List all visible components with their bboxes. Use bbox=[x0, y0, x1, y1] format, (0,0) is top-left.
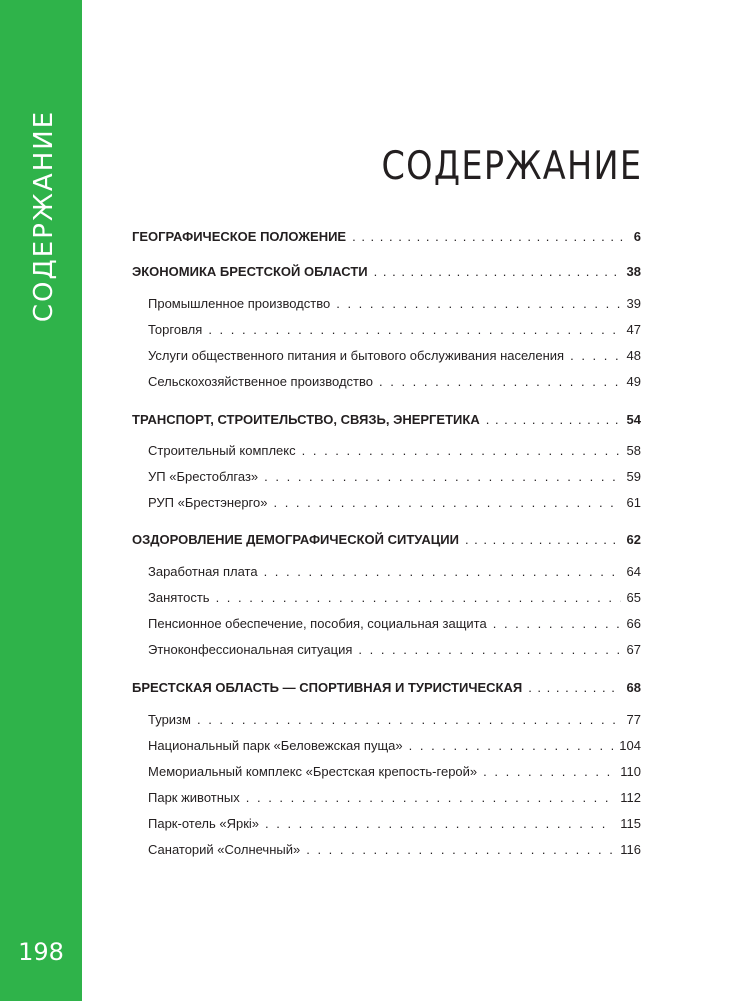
toc-entry-page: 77 bbox=[626, 712, 641, 727]
toc-entry-label: Туризм bbox=[148, 712, 191, 727]
toc-entry-page: 67 bbox=[626, 642, 641, 657]
toc-entry-page: 104 bbox=[619, 738, 641, 753]
toc-entry-minor[interactable] bbox=[148, 590, 641, 606]
dot-leader bbox=[197, 712, 621, 728]
toc-entry-page: 48 bbox=[626, 348, 641, 363]
toc-entry-label: Занятость bbox=[148, 590, 210, 605]
toc-entry-page: 65 bbox=[626, 590, 641, 605]
toc-entry-label: БРЕСТСКАЯ ОБЛАСТЬ — СПОРТИВНАЯ И ТУРИСТИЧЕСКАЯ bbox=[132, 680, 523, 695]
toc-entry-major[interactable] bbox=[132, 264, 641, 280]
dot-leader bbox=[528, 680, 620, 696]
dot-leader bbox=[216, 590, 621, 606]
toc-entry-minor[interactable] bbox=[148, 712, 641, 728]
toc-entry-page: 116 bbox=[620, 842, 641, 857]
toc-entry-minor[interactable] bbox=[148, 764, 641, 780]
sidebar-section-title: СОДЕРЖАНИЕ bbox=[29, 109, 59, 323]
toc-entry-page: 58 bbox=[626, 443, 641, 458]
toc-entry-label: Промышленное производство bbox=[148, 296, 331, 311]
toc-entry-page: 66 bbox=[626, 616, 641, 631]
toc-entry-page: 38 bbox=[626, 264, 641, 279]
toc-entry-page: 68 bbox=[626, 680, 641, 695]
toc-entry-page: 62 bbox=[626, 532, 641, 547]
toc-entry-page: 54 bbox=[626, 412, 641, 427]
toc-entry-label: Парк-отель «Яркі» bbox=[148, 816, 259, 831]
sidebar-strip bbox=[0, 0, 82, 1001]
toc-entry-label: ЭКОНОМИКА БРЕСТСКОЙ ОБЛАСТИ bbox=[132, 264, 368, 279]
toc-entry-page: 64 bbox=[626, 564, 641, 579]
toc-entry-page: 115 bbox=[620, 816, 641, 831]
dot-leader bbox=[208, 322, 620, 338]
page-number: 198 bbox=[18, 938, 64, 966]
dot-leader bbox=[264, 469, 620, 485]
toc-entry-label: Санаторий «Солнечный» bbox=[148, 842, 301, 857]
toc-entry-major[interactable] bbox=[132, 229, 641, 245]
toc-entry-page: 6 bbox=[633, 229, 641, 244]
dot-leader bbox=[465, 532, 621, 548]
toc-entry-minor[interactable] bbox=[148, 816, 641, 832]
table-of-contents bbox=[132, 0, 641, 1001]
toc-entry-label: Парк животных bbox=[148, 790, 240, 805]
toc-entry-label: Услуги общественного питания и бытового обслуживания населения bbox=[148, 348, 565, 363]
dot-leader bbox=[493, 616, 621, 632]
toc-entry-major[interactable] bbox=[132, 532, 641, 548]
toc-entry-label: ГЕОГРАФИЧЕСКОЕ ПОЛОЖЕНИЕ bbox=[132, 229, 347, 244]
dot-leader bbox=[336, 296, 620, 312]
toc-entry-label: ТРАНСПОРТ, СТРОИТЕЛЬСТВО, СВЯЗЬ, ЭНЕРГЕТИКА bbox=[132, 412, 480, 427]
toc-entry-label: Этноконфессиональная ситуация bbox=[148, 642, 353, 657]
toc-entry-minor[interactable] bbox=[148, 790, 641, 806]
toc-entry-minor[interactable] bbox=[148, 564, 641, 580]
toc-entry-minor[interactable] bbox=[148, 842, 641, 858]
toc-entry-label: Национальный парк «Беловежская пуща» bbox=[148, 738, 403, 753]
toc-entry-label: Мемориальный комплекс «Брестская крепость-герой» bbox=[148, 764, 478, 779]
toc-entry-page: 47 bbox=[626, 322, 641, 337]
dot-leader bbox=[379, 374, 621, 390]
toc-entry-page: 49 bbox=[626, 374, 641, 389]
toc-entry-minor[interactable] bbox=[148, 642, 641, 658]
toc-entry-page: 112 bbox=[620, 790, 641, 805]
toc-entry-minor[interactable] bbox=[148, 469, 641, 485]
dot-leader bbox=[306, 842, 614, 858]
toc-entry-major[interactable] bbox=[132, 680, 641, 696]
page-title: СОДЕРЖАНИЕ bbox=[381, 144, 642, 189]
dot-leader bbox=[486, 412, 621, 428]
toc-entry-page: 61 bbox=[626, 495, 641, 510]
dot-leader bbox=[409, 738, 614, 754]
toc-entry-minor[interactable] bbox=[148, 738, 641, 754]
toc-entry-minor[interactable] bbox=[148, 495, 641, 511]
dot-leader bbox=[302, 443, 621, 459]
toc-entry-label: УП «Брестоблгаз» bbox=[148, 469, 259, 484]
toc-entry-minor[interactable] bbox=[148, 616, 641, 632]
dot-leader bbox=[352, 229, 628, 245]
dot-leader bbox=[246, 790, 615, 806]
dot-leader bbox=[264, 564, 621, 580]
toc-entry-label: ОЗДОРОВЛЕНИЕ ДЕМОГРАФИЧЕСКОЙ СИТУАЦИИ bbox=[132, 532, 459, 547]
toc-entry-page: 110 bbox=[620, 764, 641, 779]
toc-entry-label: Торговля bbox=[148, 322, 203, 337]
dot-leader bbox=[374, 264, 621, 280]
dot-leader bbox=[265, 816, 614, 832]
dot-leader bbox=[358, 642, 620, 658]
toc-entry-minor[interactable] bbox=[148, 322, 641, 338]
toc-entry-label: Строительный комплекс bbox=[148, 443, 296, 458]
toc-entry-minor[interactable] bbox=[148, 374, 641, 390]
toc-entry-major[interactable] bbox=[132, 412, 641, 428]
dot-leader bbox=[273, 495, 620, 511]
toc-entry-page: 39 bbox=[626, 296, 641, 311]
toc-entry-minor[interactable] bbox=[148, 443, 641, 459]
toc-entry-label: РУП «Брестэнерго» bbox=[148, 495, 268, 510]
toc-entry-label: Заработная плата bbox=[148, 564, 258, 579]
toc-entry-label: Пенсионное обеспечение, пособия, социальная защита bbox=[148, 616, 487, 631]
toc-entry-minor[interactable] bbox=[148, 348, 641, 364]
toc-entry-page: 59 bbox=[626, 469, 641, 484]
toc-entry-label: Сельскохозяйственное производство bbox=[148, 374, 373, 389]
dot-leader bbox=[570, 348, 620, 364]
toc-entry-minor[interactable] bbox=[148, 296, 641, 312]
dot-leader bbox=[483, 764, 614, 780]
